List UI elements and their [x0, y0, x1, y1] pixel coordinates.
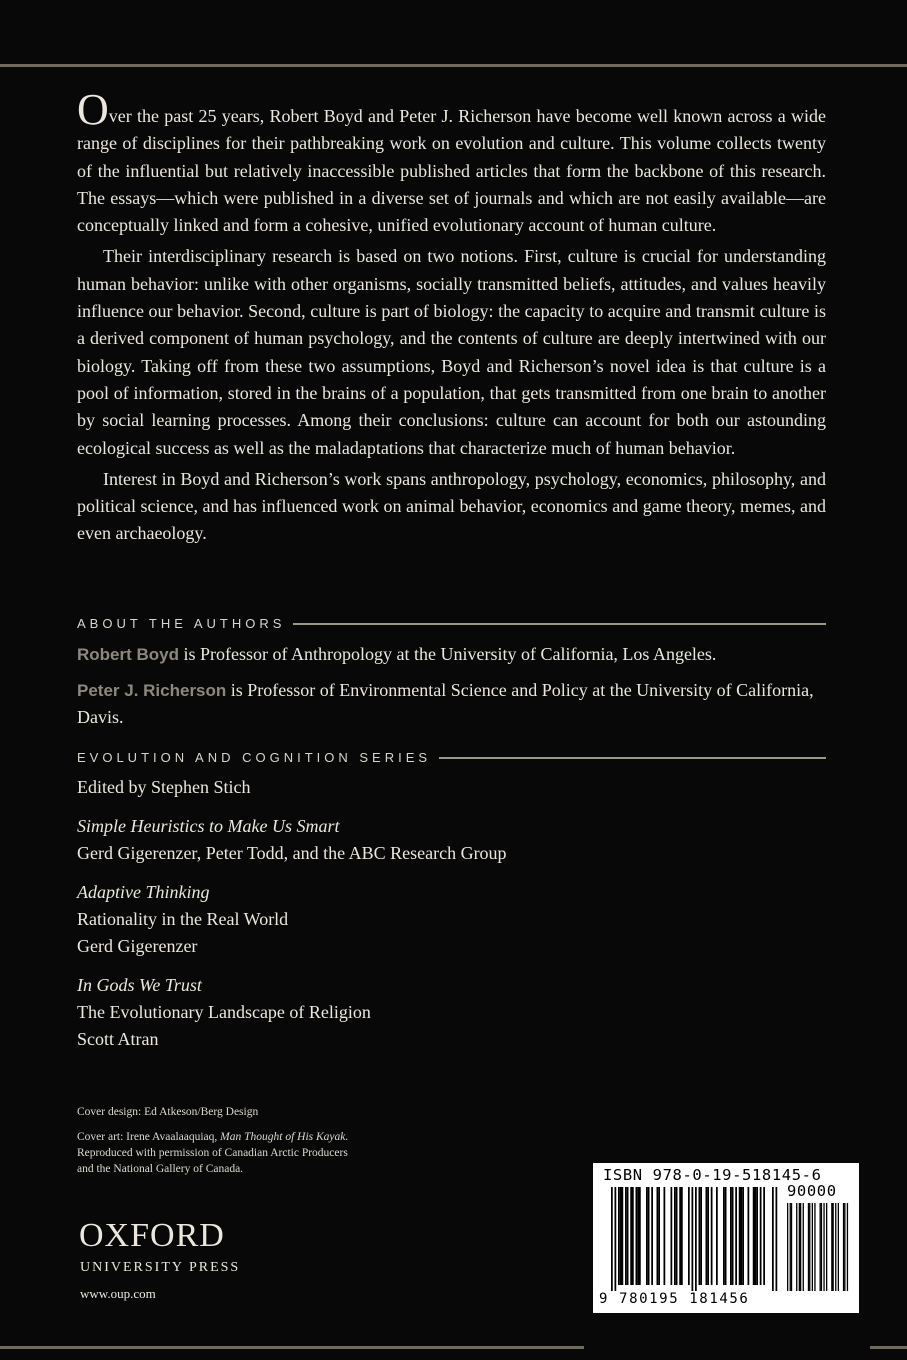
barcode-bar [838, 1203, 839, 1291]
barcode-bar [646, 1187, 648, 1285]
barcode-bar [674, 1187, 676, 1285]
cover-art-prefix: Cover art: Irene Avaalaaquiaq, [77, 1131, 221, 1143]
barcode-bar [637, 1187, 639, 1285]
barcode-bar [833, 1203, 834, 1291]
barcode-bar [651, 1187, 653, 1285]
author-name: Robert Boyd [77, 645, 179, 664]
barcode-bar [799, 1203, 800, 1291]
barcode-bar [700, 1187, 702, 1285]
barcode-bar [648, 1187, 650, 1285]
barcode-bar [835, 1203, 836, 1291]
barcode-bar [803, 1203, 804, 1291]
barcode-bar [664, 1187, 666, 1285]
heading-rule [439, 757, 826, 759]
isbn-label: ISBN 978-0-19-518145-6 [603, 1166, 822, 1184]
barcode-bar [772, 1187, 774, 1291]
barcode-bar [831, 1203, 832, 1291]
heading-rule [293, 623, 826, 625]
series-heading [77, 750, 826, 765]
barcode-bar [611, 1187, 613, 1291]
bottom-rule-right [870, 1346, 907, 1349]
cover-design-credit: Cover design: Ed Atkeson/Berg Design [77, 1106, 259, 1118]
barcode-bar [692, 1187, 694, 1291]
barcode-bar [615, 1187, 617, 1291]
bottom-rule [0, 1346, 584, 1349]
author-bio: is Professor of Anthropology at the University of California, Los Angeles. [179, 644, 717, 664]
barcode-bar [755, 1187, 757, 1285]
barcode-bar [823, 1203, 824, 1291]
series-book [77, 879, 826, 960]
book-title: Simple Heuristics to Make Us Smart [77, 816, 340, 836]
barcode-bar [658, 1187, 660, 1285]
barcode-bar [814, 1203, 815, 1291]
barcode-bar [730, 1187, 732, 1285]
blurb-paragraph-2: Their interdisciplinary research is based on two notions. First, culture is crucial for understanding human behavior: unlike with other organisms, socially transmitted beliefs, attitudes, and values heavily influence our behavior. Second, culture is part of biology: the capacity to acquire and transmit culture is a derived component of human psychology, and the contents of culture are deeply intertwined with our biology. Taking off from these two assumptions, Boyd and Richerson’s novel idea is that culture is a pool of information, stored in the brains of a population, that gets transmitted from one brain to another by social learning processes. Among their conclusions: culture can account for both our astounding ecological success as well as the maladaptations that characterize much of human behavior. [77, 246, 826, 458]
cover-art-permission-cont: and the National Gallery of Canada. [77, 1163, 244, 1175]
barcode-bar [627, 1187, 629, 1285]
barcode-bar [820, 1203, 821, 1291]
cover-art-credit [77, 1129, 497, 1145]
isbn-barcode [593, 1163, 859, 1313]
barcode-bar [844, 1203, 845, 1291]
ean-number: 9 780195 181456 [599, 1291, 750, 1307]
barcode-bar [622, 1187, 624, 1285]
barcode-bar [681, 1187, 683, 1285]
series-heading-text: EVOLUTION AND COGNITION SERIES [77, 750, 432, 765]
cover-art-title: Man Thought of His Kayak. [220, 1131, 349, 1143]
barcode-bar [800, 1203, 801, 1291]
barcode-bar [695, 1187, 697, 1291]
series-book [77, 813, 826, 867]
barcode-bar [716, 1187, 718, 1285]
barcode-bar [639, 1187, 641, 1285]
cover-credits [77, 1104, 497, 1177]
author-bio-richerson [77, 677, 826, 731]
barcode-bar [657, 1187, 659, 1285]
book-line: Gerd Gigerenzer, Peter Todd, and the ABC Research Group [77, 843, 507, 863]
book-line: The Evolutionary Landscape of Religion [77, 1002, 371, 1022]
barcode-bar [699, 1187, 701, 1285]
barcode-bar [676, 1187, 678, 1285]
cover-art-permission: Reproduced with permission of Canadian Arctic Producers [77, 1147, 348, 1159]
barcode-bar [791, 1203, 792, 1291]
author-bio: is Professor of Environmental Science and Policy at the University of California, Davis. [77, 680, 814, 727]
barcode-bar [739, 1187, 741, 1285]
about-authors-heading-text: ABOUT THE AUTHORS [77, 616, 286, 631]
blurb-paragraph-3: Interest in Boyd and Richerson’s work spans anthropology, psychology, economics, philosophy, and political science, and has influenced work on animal behavior, economics and game theory, memes, and even archaeology. [77, 468, 826, 544]
barcode-bar [741, 1187, 743, 1285]
drop-cap: O [77, 85, 109, 134]
barcode-bar [776, 1187, 778, 1291]
barcode-addon-number: 90000 [787, 1182, 837, 1200]
barcode-bar [808, 1203, 809, 1291]
barcode-bar [742, 1187, 744, 1285]
barcode-bar [821, 1203, 822, 1291]
barcode-bar [725, 1187, 727, 1285]
barcode-bar [625, 1187, 627, 1285]
publisher-logo: OXFORD [79, 1217, 225, 1254]
book-line: Rationality in the Real World [77, 909, 289, 929]
barcode-bar [618, 1187, 620, 1285]
barcode-bar [630, 1187, 632, 1285]
barcode-bar [679, 1187, 681, 1285]
barcode-bar [711, 1187, 713, 1285]
barcode-bar [748, 1187, 750, 1285]
series-list [77, 774, 826, 1053]
top-rule [0, 64, 907, 67]
book-line: Scott Atran [77, 1029, 159, 1049]
book-title: In Gods We Trust [77, 975, 202, 995]
barcode-bar [706, 1187, 708, 1285]
barcode-bar [790, 1203, 791, 1291]
series-editor: Edited by Stephen Stich [77, 777, 251, 797]
about-authors-heading [77, 616, 826, 631]
barcode-bar [688, 1187, 690, 1285]
barcode-bar [812, 1203, 813, 1291]
barcode-bar [760, 1187, 762, 1285]
blurb-paragraph-1 [77, 85, 826, 239]
barcode-bar [632, 1187, 634, 1285]
barcode-bar [753, 1187, 755, 1285]
barcode-bar [843, 1203, 844, 1291]
barcode-bar [796, 1203, 797, 1291]
barcode-bar [787, 1203, 788, 1291]
book-title: Adaptive Thinking [77, 882, 210, 902]
barcode-bar [735, 1187, 737, 1285]
book-line: Gerd Gigerenzer [77, 936, 198, 956]
barcode-bar [809, 1203, 810, 1291]
barcode-bar [847, 1203, 848, 1291]
publisher-subname: UNIVERSITY PRESS [80, 1260, 241, 1275]
barcode-bar [707, 1187, 709, 1285]
barcode-bar [636, 1187, 638, 1285]
barcode-bar [620, 1187, 622, 1285]
barcode-bar [826, 1203, 827, 1291]
barcode-bar [763, 1187, 765, 1285]
series-book [77, 972, 826, 1053]
cover-blurb [77, 85, 826, 548]
author-bio-boyd [77, 641, 826, 668]
barcode-bar [723, 1187, 725, 1285]
barcode-bar [671, 1187, 673, 1285]
blurb-paragraph-1-text: ver the past 25 years, Robert Boyd and Peter J. Richerson have become well known across a wide range of disciplines for their pathbreaking work on evolution and culture. This volume collects twenty of the influential but relatively inaccessible published articles that form the backbone of this research. The essays—which were published in a diverse set of journals and which are not easily available—are conceptually linked and form a cohesive, unified evolutionary account of human culture. [77, 106, 826, 236]
publisher-url: www.oup.com [80, 1286, 156, 1301]
barcode-bar [756, 1187, 758, 1285]
author-name: Peter J. Richerson [77, 681, 227, 700]
barcode-bar [732, 1187, 734, 1285]
